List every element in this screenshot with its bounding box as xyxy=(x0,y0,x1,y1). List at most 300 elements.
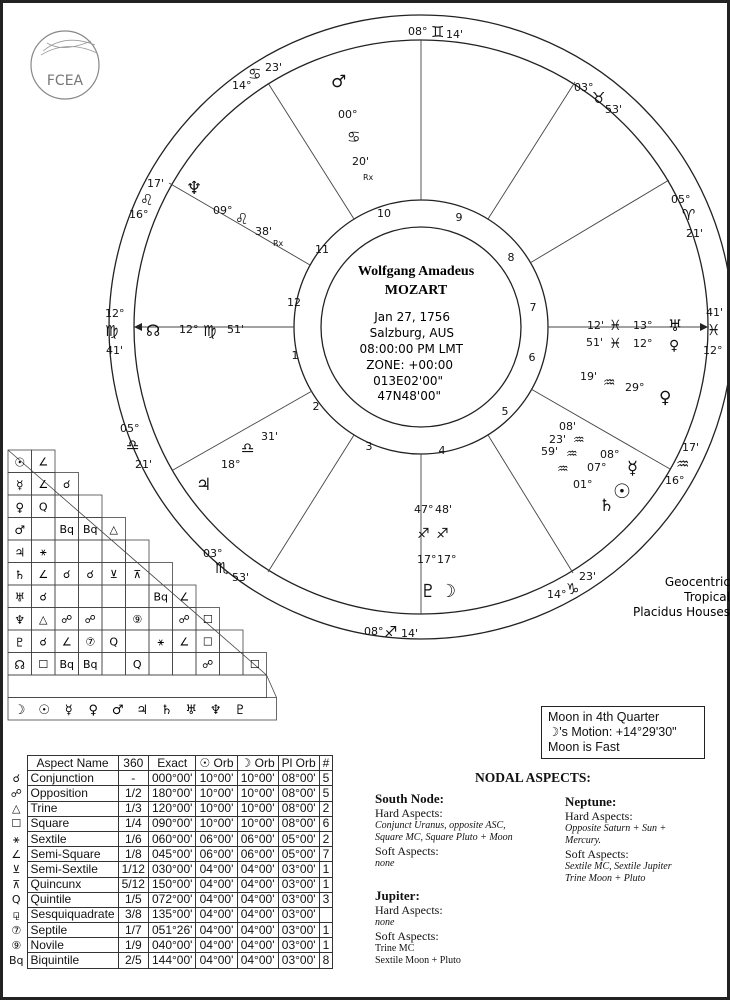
grid-aspect-cell: ∠ xyxy=(38,568,49,581)
aspect-sun-orb: 04°00' xyxy=(196,862,237,877)
aspect-fraction: 1/7 xyxy=(118,923,148,938)
south-node-hard-2: Square MC, Square Pluto + Moon xyxy=(375,832,513,843)
aspect-symbol-icon: ☍ xyxy=(10,786,22,800)
saturn-degree: 01° xyxy=(573,478,593,491)
grid-col-glyph-icon: ☿ xyxy=(64,703,73,718)
venus-minute: 19' xyxy=(580,370,598,383)
libra-icon: ♎ xyxy=(241,439,255,457)
grid-row-glyph-icon: ♀ xyxy=(15,500,25,515)
grid-col-glyph-icon: ☉ xyxy=(38,703,51,718)
grid-cell-border xyxy=(102,653,126,676)
house-system-label xyxy=(633,575,730,619)
cusp-12-label xyxy=(671,193,703,240)
cusp-3-degree: 14° xyxy=(547,588,567,601)
grid-col-glyph-icon: ♆ xyxy=(209,703,222,718)
aspect-sun-orb: 04°00' xyxy=(196,923,237,938)
north-node-placement xyxy=(146,321,244,340)
taurus-icon: ♉ xyxy=(592,89,606,107)
aspect-row xyxy=(6,953,333,968)
col-count: # xyxy=(319,756,333,771)
house-number-3: 3 xyxy=(365,440,373,453)
cusp-7-label xyxy=(105,307,125,357)
aries-icon: ♈ xyxy=(682,206,696,224)
aspect-name: Square xyxy=(27,816,118,831)
mars-retrograde: Rx xyxy=(363,173,374,182)
house-number-11: 11 xyxy=(315,243,329,256)
aspect-symbol-icon: ⚼ xyxy=(12,908,21,922)
grid-cell-border xyxy=(102,585,126,608)
moon-degree: 17° xyxy=(437,553,457,566)
south-node-block xyxy=(375,792,565,870)
grid-aspect-cell: ☍ xyxy=(84,613,96,626)
house-number-8: 8 xyxy=(507,251,515,264)
house-number-6: 6 xyxy=(528,351,536,364)
grid-row-glyph-icon: ☿ xyxy=(16,478,24,492)
moon-info-box xyxy=(541,706,705,759)
col-planet-orb: Pl Orb xyxy=(278,756,319,771)
aspect-name: Novile xyxy=(27,938,118,953)
neptune-hard-2: Mercury. xyxy=(565,835,602,846)
grid-aspect-cell: ∠ xyxy=(38,478,49,491)
aspect-grid xyxy=(8,450,277,720)
grid-aspect-cell: ☌ xyxy=(39,635,47,649)
aspect-count: 3 xyxy=(319,892,333,907)
aspect-fraction: - xyxy=(118,771,148,786)
node-degree: 12° xyxy=(179,323,199,336)
grid-cell-border xyxy=(126,585,150,608)
uranus-icon: ♅ xyxy=(668,316,683,335)
sun-mercury-saturn-placement xyxy=(541,420,638,516)
neptune-minute: 38' xyxy=(255,225,273,238)
aspect-moon-orb: 04°00' xyxy=(237,892,278,907)
aspect-planet-orb: 08°00' xyxy=(278,816,319,831)
aspect-row xyxy=(6,862,333,877)
aspect-fraction: 1/6 xyxy=(118,831,148,846)
grid-cell-border xyxy=(220,653,244,676)
south-node-hard-1: Conjunct Uranus, opposite ASC, xyxy=(375,820,506,831)
aspect-sun-orb: 06°00' xyxy=(196,847,237,862)
aspect-exact: 030°00' xyxy=(148,862,195,877)
aspect-moon-orb: 04°00' xyxy=(237,877,278,892)
aspect-row xyxy=(6,786,333,801)
grid-cell-border xyxy=(32,518,56,541)
aspect-planet-orb: 05°00' xyxy=(278,831,319,846)
venus-degree: 29° xyxy=(625,381,645,394)
grid-cell-border xyxy=(220,630,244,653)
aspect-row xyxy=(6,816,333,831)
cusp-8-minute: 17' xyxy=(147,177,165,190)
cusp-3-label xyxy=(547,570,596,601)
aspect-count xyxy=(319,907,333,922)
aspect-planet-orb: 03°00' xyxy=(278,892,319,907)
moon-minute: 48' xyxy=(435,503,453,516)
aspect-fraction: 1/2 xyxy=(118,786,148,801)
grid-col-glyph-icon: ☽ xyxy=(13,703,26,718)
aspect-symbol-icon: ☌ xyxy=(12,771,20,785)
geocentric-label: Geocentric xyxy=(664,575,730,589)
aspect-row xyxy=(6,847,333,862)
cusp-4-degree: 08° xyxy=(364,625,384,638)
aspect-fraction: 1/12 xyxy=(118,862,148,877)
sun-degree: 07° xyxy=(587,461,607,474)
cusp-11-label xyxy=(574,81,622,116)
mercury-minute: 59' xyxy=(541,445,559,458)
grid-aspect-cell: ⚹ xyxy=(39,545,47,559)
grid-blank-row xyxy=(8,675,267,698)
aspect-row xyxy=(6,892,333,907)
aquarius-icon: ♒ xyxy=(557,462,569,477)
house-number-2: 2 xyxy=(312,400,320,413)
cusp-6-degree: 05° xyxy=(120,422,140,435)
aspect-count: 1 xyxy=(319,923,333,938)
uranus-minute: 12' xyxy=(587,319,605,332)
birth-latitude: 47N48'00" xyxy=(377,389,441,403)
aspect-symbol-icon: ⑦ xyxy=(11,923,22,937)
aspect-sun-orb: 10°00' xyxy=(196,771,237,786)
venus-icon: ♀ xyxy=(659,388,672,408)
grid-aspect-cell: ☌ xyxy=(63,568,71,581)
pisces-icon: ♓ xyxy=(609,318,622,334)
asc-icon: ♀ xyxy=(669,338,680,354)
aspect-row xyxy=(6,907,333,922)
cusp-5-degree: 03° xyxy=(203,547,223,560)
grid-aspect-cell: ∠ xyxy=(179,635,190,649)
aspect-sun-orb: 04°00' xyxy=(196,938,237,953)
aspect-exact: 180°00' xyxy=(148,786,195,801)
pluto-moon-placement xyxy=(414,503,457,602)
grid-aspect-cell: ☌ xyxy=(86,568,94,581)
grid-aspect-cell: Bq xyxy=(153,590,169,604)
aspect-sun-orb: 06°00' xyxy=(196,831,237,846)
aspect-name: Quintile xyxy=(27,892,118,907)
house-number-10: 10 xyxy=(377,207,391,220)
cusp-4-label xyxy=(364,623,418,641)
grid-cell-border xyxy=(79,540,103,563)
mars-minute: 20' xyxy=(352,155,370,168)
birth-date: Jan 27, 1756 xyxy=(374,310,450,324)
aspect-symbol-icon: ⊻ xyxy=(12,862,21,876)
grid-diagonal-edge xyxy=(267,675,277,698)
grid-cell-border xyxy=(102,540,126,563)
aspect-exact: 120°00' xyxy=(148,801,195,816)
aspect-symbol-icon: ⊼ xyxy=(12,878,21,892)
aspect-count: 5 xyxy=(319,786,333,801)
aspect-planet-orb: 03°00' xyxy=(278,923,319,938)
aspect-sun-orb: 04°00' xyxy=(196,892,237,907)
aspect-row xyxy=(6,938,333,953)
aspect-fraction: 1/4 xyxy=(118,816,148,831)
node-icon: ☊ xyxy=(146,321,161,340)
aspect-sun-orb: 04°00' xyxy=(196,877,237,892)
neptune-head: Neptune: xyxy=(565,794,617,809)
aspect-grid-row-glyphs xyxy=(14,456,25,673)
aspect-moon-orb: 04°00' xyxy=(237,938,278,953)
asc-minute: 51' xyxy=(586,336,604,349)
saturn-minute: 08' xyxy=(559,420,577,433)
aspect-fraction: 1/9 xyxy=(118,938,148,953)
cusp-9-minute: 23' xyxy=(265,61,283,74)
grid-aspect-cell: ☍ xyxy=(61,613,73,626)
grid-col-glyph-icon: ♀ xyxy=(88,703,99,718)
col-sun-orb: ☉ Orb xyxy=(196,756,237,771)
grid-cell-border xyxy=(126,630,150,653)
aspect-count: 6 xyxy=(319,816,333,831)
aspect-planet-orb: 08°00' xyxy=(278,801,319,816)
grid-row-glyph-icon: ♅ xyxy=(14,590,26,605)
cusp-1-label xyxy=(703,306,723,357)
house-number-12: 12 xyxy=(287,296,301,309)
house-number-1: 1 xyxy=(291,349,299,362)
aspect-row xyxy=(6,877,333,892)
aspect-count: 7 xyxy=(319,847,333,862)
grid-cell-border xyxy=(126,540,150,563)
aspect-row xyxy=(6,831,333,846)
aspect-planet-orb: 03°00' xyxy=(278,862,319,877)
aspect-name: Sextile xyxy=(27,831,118,846)
aspect-count: 8 xyxy=(319,953,333,968)
jupiter-block xyxy=(375,889,565,967)
aspect-planet-orb: 08°00' xyxy=(278,786,319,801)
aspect-planet-orb: 08°00' xyxy=(278,771,319,786)
sagittarius-icon: ♐ xyxy=(384,623,398,641)
grid-aspect-cell: △ xyxy=(109,523,118,536)
aspect-sun-orb: 10°00' xyxy=(196,801,237,816)
neptune-soft-1: Sextile MC, Sextile Jupiter xyxy=(565,861,672,872)
mars-icon: ♂ xyxy=(331,72,347,92)
aspect-sun-orb: 04°00' xyxy=(196,953,237,968)
aspect-moon-orb: 04°00' xyxy=(237,923,278,938)
aspect-exact: 144°00' xyxy=(148,953,195,968)
aspect-moon-orb: 04°00' xyxy=(237,862,278,877)
aspect-exact: 060°00' xyxy=(148,831,195,846)
grid-row-glyph-icon: ☊ xyxy=(14,658,26,672)
gemini-icon: ♊ xyxy=(431,23,445,41)
aspect-exact: 000°00' xyxy=(148,771,195,786)
grid-aspect-cell: ⊼ xyxy=(133,568,142,581)
grid-col-glyph-icon: ♄ xyxy=(160,703,173,718)
cusp-2-degree: 16° xyxy=(665,474,685,487)
neptune-retrograde: Rx xyxy=(273,239,284,248)
aspect-row xyxy=(6,801,333,816)
aspect-exact: 150°00' xyxy=(148,877,195,892)
jupiter-placement xyxy=(196,430,278,495)
cusp-8-label xyxy=(129,177,164,221)
aspect-exact: 135°00' xyxy=(148,907,195,922)
sun-minute: 23' xyxy=(549,433,567,446)
grid-aspect-cell: ☌ xyxy=(63,478,71,491)
pluto-degree: 47° xyxy=(414,503,434,516)
house-number-5: 5 xyxy=(501,405,509,418)
aspect-exact: 045°00' xyxy=(148,847,195,862)
aspect-moon-orb: 04°00' xyxy=(237,953,278,968)
grid-aspect-cell: ∠ xyxy=(38,455,49,469)
col-moon-orb: ☽ Orb xyxy=(237,756,278,771)
jupiter-hard-1: none xyxy=(375,917,395,928)
libra-icon: ♎ xyxy=(126,436,140,454)
neptune-soft-2: Trine Moon + Pluto xyxy=(565,873,646,884)
aspect-planet-orb: 05°00' xyxy=(278,847,319,862)
aspect-planet-orb: 03°00' xyxy=(278,907,319,922)
aspect-name: Opposition xyxy=(27,786,118,801)
cusp-4-minute: 14' xyxy=(401,627,419,640)
house-number-7: 7 xyxy=(529,301,537,314)
grid-cell-border xyxy=(149,608,173,631)
cusp-7-minute: 41' xyxy=(106,344,124,357)
native-surname: MOZART xyxy=(384,283,448,298)
cusp-2-label xyxy=(665,441,699,487)
virgo-icon: ♍ xyxy=(203,322,217,340)
neptune-block xyxy=(565,795,725,885)
uranus-asc-placement xyxy=(586,316,682,354)
grid-row-glyph-icon: ♄ xyxy=(14,568,26,582)
aspect-count: 5 xyxy=(319,771,333,786)
cusp-3-minute: 23' xyxy=(579,570,597,583)
neptune-icon: ♆ xyxy=(186,178,203,199)
jupiter-soft-1: Trine MC xyxy=(375,943,415,954)
aspect-count: 1 xyxy=(319,938,333,953)
moon-quarter: Moon in 4th Quarter xyxy=(548,710,660,724)
cusp-10-degree: 08° xyxy=(408,25,428,38)
aspect-exact: 090°00' xyxy=(148,816,195,831)
aspect-symbol-icon: Bq xyxy=(9,954,24,968)
south-node-soft-1: none xyxy=(375,858,395,869)
cusp-6-minute: 21' xyxy=(135,458,153,471)
aspect-fraction: 1/5 xyxy=(118,892,148,907)
cancer-icon: ♋ xyxy=(248,65,262,83)
sun-icon: ☉ xyxy=(613,479,631,503)
birth-place: Salzburg, AUS xyxy=(369,326,454,340)
grid-aspect-cell: Bq xyxy=(59,523,75,536)
aspect-exact: 051°26' xyxy=(148,923,195,938)
logo-text: FCEA xyxy=(46,73,84,89)
cusp-12-degree: 05° xyxy=(671,193,691,206)
aspect-moon-orb: 10°00' xyxy=(237,801,278,816)
aspect-exact: 040°00' xyxy=(148,938,195,953)
aspect-name: Quincunx xyxy=(27,877,118,892)
south-node-soft-label: Soft Aspects: xyxy=(375,844,439,858)
aspect-planet-orb: 03°00' xyxy=(278,953,319,968)
south-node-hard-label: Hard Aspects: xyxy=(375,806,443,820)
grid-aspect-cell: Q xyxy=(109,635,119,649)
aspect-moon-orb: 06°00' xyxy=(237,831,278,846)
aspect-fraction: 5/12 xyxy=(118,877,148,892)
aspect-symbol-icon: Q xyxy=(11,893,21,907)
grid-aspect-cell: ☐ xyxy=(202,635,213,649)
aspect-symbol-icon: ⑨ xyxy=(11,938,22,952)
moon-motion: ☽'s Motion: +14°29'30" xyxy=(548,725,677,739)
pluto-degree-2: 17° xyxy=(417,553,437,566)
grid-row-glyph-icon: ♆ xyxy=(14,613,26,627)
aspect-planet-orb: 03°00' xyxy=(278,938,319,953)
fcea-logo xyxy=(31,31,99,99)
aspect-count: 2 xyxy=(319,831,333,846)
grid-col-glyph-icon: ♂ xyxy=(111,703,124,718)
placidus-label: Placidus Houses xyxy=(632,605,730,619)
grid-aspect-cell: ⑨ xyxy=(132,613,143,626)
aspect-name: Sesquiquadrate xyxy=(27,907,118,922)
cusp-8-degree: 16° xyxy=(129,208,149,221)
grid-aspect-cell: Bq xyxy=(82,523,98,536)
jupiter-icon: ♃ xyxy=(196,475,212,495)
grid-aspect-cell: ∠ xyxy=(179,590,190,604)
grid-aspect-cell: Bq xyxy=(59,658,75,671)
mercury-icon: ☿ xyxy=(627,458,639,479)
grid-aspect-cell: ☍ xyxy=(202,658,214,671)
aspect-moon-orb: 06°00' xyxy=(237,847,278,862)
jupiter-soft-label: Soft Aspects: xyxy=(375,929,439,943)
grid-row-glyph-icon: ♇ xyxy=(14,635,26,650)
aspect-sun-orb: 10°00' xyxy=(196,786,237,801)
tropical-label: Tropical xyxy=(684,590,730,604)
cusp-2-minute: 17' xyxy=(682,441,700,454)
col-aspect-name: Aspect Name xyxy=(27,756,118,771)
cusp-11-degree: 03° xyxy=(574,81,594,94)
aspect-name: Semi-Square xyxy=(27,847,118,862)
cusp-11-minute: 53' xyxy=(605,103,623,116)
aspect-name: Biquintile xyxy=(27,953,118,968)
grid-col-glyph-icon: ♅ xyxy=(185,703,198,718)
house-number-4: 4 xyxy=(438,444,446,457)
pisces-icon: ♓ xyxy=(609,336,622,352)
grid-aspect-cell: △ xyxy=(39,613,48,626)
asc-degree: 12° xyxy=(633,337,653,350)
moon-icon: ☽ xyxy=(440,581,457,602)
sagittarius-icon: ♐ xyxy=(436,526,449,542)
aspect-symbol-icon: ⚹ xyxy=(12,832,20,846)
neptune-hard-1: Opposite Saturn + Sun + xyxy=(565,823,667,834)
neptune-hard-label: Hard Aspects: xyxy=(565,809,633,823)
sagittarius-icon: ♐ xyxy=(417,526,430,542)
cusp-10-minute: 14' xyxy=(446,28,464,41)
grid-aspect-cell: Bq xyxy=(82,658,98,671)
chart-center-info xyxy=(358,264,475,403)
cusp-9-label xyxy=(232,61,282,92)
node-minute: 51' xyxy=(227,323,245,336)
leo-icon: ♌ xyxy=(140,191,154,209)
grid-aspect-cell: ☐ xyxy=(249,658,260,671)
native-name: Wolfgang Amadeus xyxy=(357,264,475,279)
grid-row-glyph-icon: ♂ xyxy=(14,523,26,537)
aspect-definitions-table xyxy=(6,755,333,969)
aspect-sun-orb: 04°00' xyxy=(196,907,237,922)
cusp-1-degree: 12° xyxy=(703,344,723,357)
grid-row-glyph-icon: ☉ xyxy=(14,455,26,470)
aspect-name: Semi-Sextile xyxy=(27,862,118,877)
neptune-placement xyxy=(186,178,284,248)
nodal-title: NODAL ASPECTS: xyxy=(475,770,591,785)
birth-longitude: 013E02'00" xyxy=(373,374,443,388)
neptune-degree: 09° xyxy=(213,204,233,217)
aspect-grid-col-glyphs xyxy=(14,703,246,718)
south-node-head: South Node: xyxy=(375,791,444,806)
aspect-table-header xyxy=(6,756,333,771)
aspect-name: Trine xyxy=(27,801,118,816)
jupiter-head: Jupiter: xyxy=(375,888,420,903)
aspect-moon-orb: 04°00' xyxy=(237,907,278,922)
aquarius-icon: ♒ xyxy=(603,375,616,391)
aspect-symbol-icon: △ xyxy=(12,802,21,816)
cusp-5-minute: 53' xyxy=(232,571,250,584)
mars-degree: 00° xyxy=(338,108,358,121)
jupiter-hard-label: Hard Aspects: xyxy=(375,903,443,917)
cancer-icon: ♋ xyxy=(347,128,361,146)
aspect-fraction: 1/3 xyxy=(118,801,148,816)
capricorn-icon: ♑ xyxy=(566,580,580,598)
aspect-fraction: 1/8 xyxy=(118,847,148,862)
saturn-icon: ♄ xyxy=(599,496,615,516)
aspect-grid-lines xyxy=(8,450,277,720)
grid-cell-border xyxy=(149,563,173,586)
